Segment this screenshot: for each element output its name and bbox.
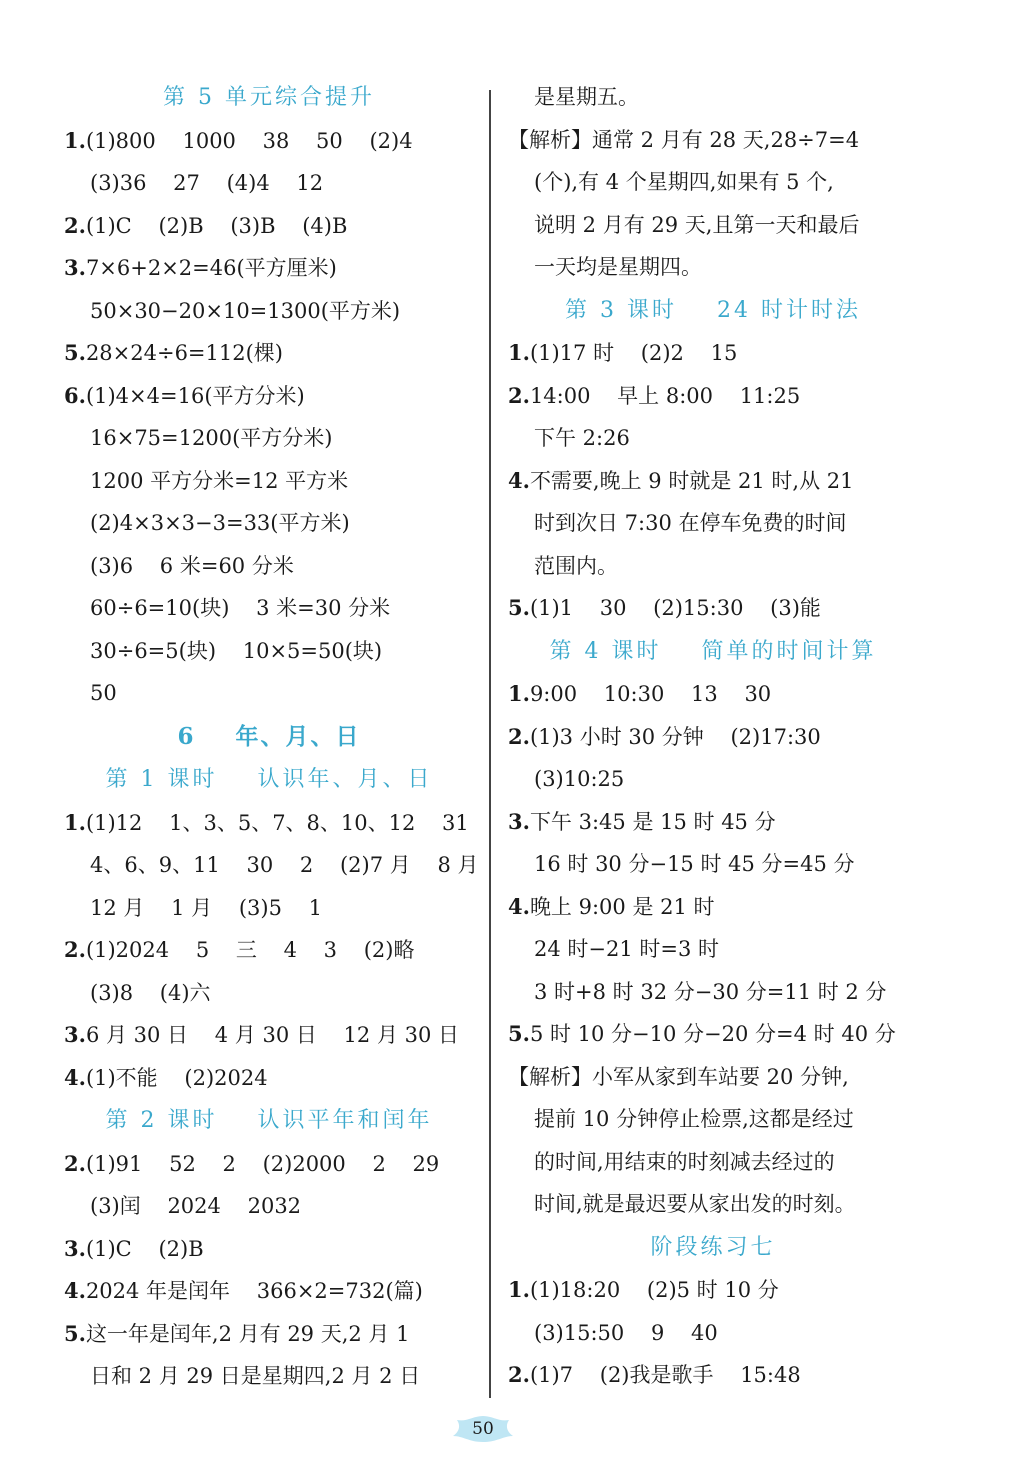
answer-line: [508, 460, 918, 503]
answer-text: 9:00 10:30 13 30: [529, 682, 772, 706]
answer-text: (1)18:20 (2)5 时 10 分: [529, 1278, 779, 1302]
answer-text: 14:00 早上 8:00 11:25: [529, 383, 801, 408]
answer-text: (1)7 (2)我是歌手 15:48: [529, 1363, 801, 1387]
answer-line: 50: [90, 681, 117, 705]
answer-line: [64, 1270, 474, 1313]
answer-text: 2024 年是闰年 366×2=732(篇): [85, 1279, 423, 1303]
section-heading: 阶段练习七: [650, 1234, 776, 1260]
answer-line: [64, 375, 474, 418]
section-heading: 第 5 单元综合提升: [163, 85, 375, 110]
answer-line: [64, 247, 474, 290]
section-heading: 第 3 课时 24 时计时法: [565, 297, 861, 323]
page-number-badge: [451, 1412, 515, 1446]
answer-line: 是星期五。: [534, 85, 639, 109]
answer-line: [508, 587, 918, 630]
answer-text: 不需要,晚上 9 时就是 21 时,从 21: [529, 468, 854, 493]
question-number: 3.: [64, 1022, 86, 1047]
question-number: 5.: [64, 340, 86, 365]
answer-text: (1)C (2)B (3)B (4)B: [85, 213, 348, 238]
answer-line: (3)10:25: [534, 767, 625, 791]
question-number: 1.: [508, 1277, 530, 1302]
answer-line: 50×30−20×10=1300(平方米): [90, 298, 401, 323]
answer-text: 28×24÷6=112(棵): [85, 341, 283, 365]
answer-line: (3)6 6 米=60 分米: [90, 553, 294, 578]
question-number: 2.: [508, 1362, 530, 1387]
answer-line: 24 时−21 时=3 时: [534, 937, 720, 961]
answer-line: (3)15:50 9 40: [534, 1320, 718, 1345]
question-number: 5.: [508, 1021, 530, 1046]
answer-line: [64, 205, 474, 248]
answer-line: [64, 120, 474, 163]
answer-line: [508, 1013, 918, 1056]
question-number: 2.: [508, 723, 530, 749]
answer-text: 晚上 9:00 是 21 时: [529, 894, 715, 919]
section-heading: 第 1 课时 认识年、月、日: [105, 767, 433, 792]
answer-line: 提前 10 分钟停止检票,这都是经过: [534, 1107, 854, 1131]
answer-line: 下午 2:26: [534, 426, 630, 450]
answer-text: (1)1 30 (2)15:30 (3)能: [529, 596, 821, 620]
answer-line: (3)闰 2024 2032: [90, 1194, 302, 1218]
answer-line: [508, 1354, 918, 1397]
answer-line: [64, 1014, 474, 1057]
page-number: 50: [472, 1419, 494, 1439]
question-number: 5.: [64, 1320, 86, 1346]
answer-line: [64, 1228, 474, 1271]
question-number: 3.: [508, 808, 530, 834]
answer-line: 60÷6=10(块) 3 米=30 分米: [90, 596, 391, 620]
question-number: 1.: [508, 340, 530, 365]
answer-line: [508, 886, 918, 929]
answer-line: (3)8 (4)六: [90, 980, 211, 1005]
answer-line: 时到次日 7:30 在停车免费的时间: [534, 511, 847, 535]
answer-line: (个),有 4 个星期四,如果有 5 个,: [534, 170, 834, 194]
section-heading: 6 年、月、日: [177, 722, 361, 750]
answer-line: 【解析】小军从家到车站要 20 分钟,: [508, 1064, 849, 1089]
question-number: 2.: [508, 382, 530, 408]
answer-line: 范围内。: [534, 553, 618, 578]
section-heading: 第 2 课时 认识平年和闰年: [105, 1108, 433, 1133]
answer-line: [508, 375, 918, 418]
answer-line: 30÷6=5(块) 10×5=50(块): [90, 638, 383, 663]
answer-text: (1)不能 (2)2024: [85, 1065, 268, 1090]
answer-line: [64, 1143, 474, 1186]
answer-text: (1)4×4=16(平方分米): [85, 383, 305, 408]
answer-line: 一天均是星期四。: [534, 255, 702, 279]
answer-text: (1)800 1000 38 50 (2)4: [85, 128, 413, 153]
answer-line: [508, 716, 918, 759]
answer-text: (1)17 时 (2)2 15: [529, 341, 738, 365]
right-column: [508, 76, 918, 1397]
answer-text: 下午 3:45 是 15 时 45 分: [529, 809, 776, 834]
section-heading: 第 4 课时 简单的时间计算: [549, 638, 877, 664]
question-number: 5.: [508, 595, 530, 620]
answer-line: [508, 1269, 918, 1312]
answer-line: [508, 332, 918, 375]
question-number: 1.: [64, 809, 86, 835]
answer-line: 16×75=1200(平方分米): [90, 426, 333, 450]
answer-text: (1)12 1、3、5、7、8、10、12 31: [85, 810, 469, 835]
question-number: 3.: [64, 255, 86, 280]
answer-line: 时间,就是最迟要从家出发的时刻。: [534, 1192, 856, 1216]
answer-line: (3)36 27 (4)4 12: [90, 171, 324, 195]
question-number: 6.: [64, 382, 86, 408]
question-number: 4.: [508, 467, 530, 493]
answer-text: (1)3 小时 30 分钟 (2)17:30: [529, 724, 821, 749]
answer-text: (1)91 52 2 (2)2000 2 29: [85, 1151, 440, 1176]
answer-line: 说明 2 月有 29 天,且第一天和最后: [534, 212, 860, 237]
answer-line: [64, 332, 474, 375]
question-number: 4.: [64, 1064, 86, 1090]
answer-text: 7×6+2×2=46(平方厘米): [85, 256, 337, 280]
question-number: 2.: [64, 1150, 86, 1176]
answer-text: (1)2024 5 三 4 3 (2)略: [85, 938, 415, 962]
answer-line: 日和 2 月 29 日是星期四,2 月 2 日: [90, 1364, 421, 1388]
answer-line: 的时间,用结束的时刻减去经过的: [534, 1149, 835, 1174]
answer-text: 这一年是闰年,2 月有 29 天,2 月 1: [85, 1321, 410, 1346]
question-number: 4.: [64, 1278, 86, 1303]
answer-line: (2)4×3×3−3=33(平方米): [90, 511, 350, 535]
answer-line: 4、6、9、11 30 2 (2)7 月 8 月: [90, 853, 479, 877]
answer-line: [508, 801, 918, 844]
answer-line: [64, 1057, 474, 1100]
question-number: 3.: [64, 1235, 86, 1261]
answer-line: 3 时+8 时 32 分−30 分=11 时 2 分: [534, 979, 887, 1004]
answer-line: 1200 平方分米=12 平方米: [90, 468, 349, 493]
question-number: 2.: [64, 212, 86, 238]
question-number: 4.: [508, 893, 530, 919]
question-number: 2.: [64, 937, 86, 962]
answer-text: 6 月 30 日 4 月 30 日 12 月 30 日: [85, 1023, 460, 1047]
answer-line: [64, 929, 474, 972]
answer-text: 5 时 10 分−10 分−20 分=4 时 40 分: [529, 1022, 896, 1046]
answer-line: [64, 802, 474, 845]
answer-line: 16 时 30 分−15 时 45 分=45 分: [534, 852, 855, 876]
answer-line: [64, 1313, 474, 1356]
column-divider: [489, 90, 491, 1398]
answer-line: 【解析】通常 2 月有 28 天,28÷7=4: [508, 127, 860, 152]
question-number: 1.: [508, 681, 530, 706]
answer-line: 12 月 1 月 (3)5 1: [90, 895, 323, 920]
left-column: [64, 76, 479, 1398]
question-number: 1.: [64, 127, 86, 153]
answer-text: (1)C (2)B: [85, 1236, 204, 1261]
answer-line: [508, 673, 918, 716]
